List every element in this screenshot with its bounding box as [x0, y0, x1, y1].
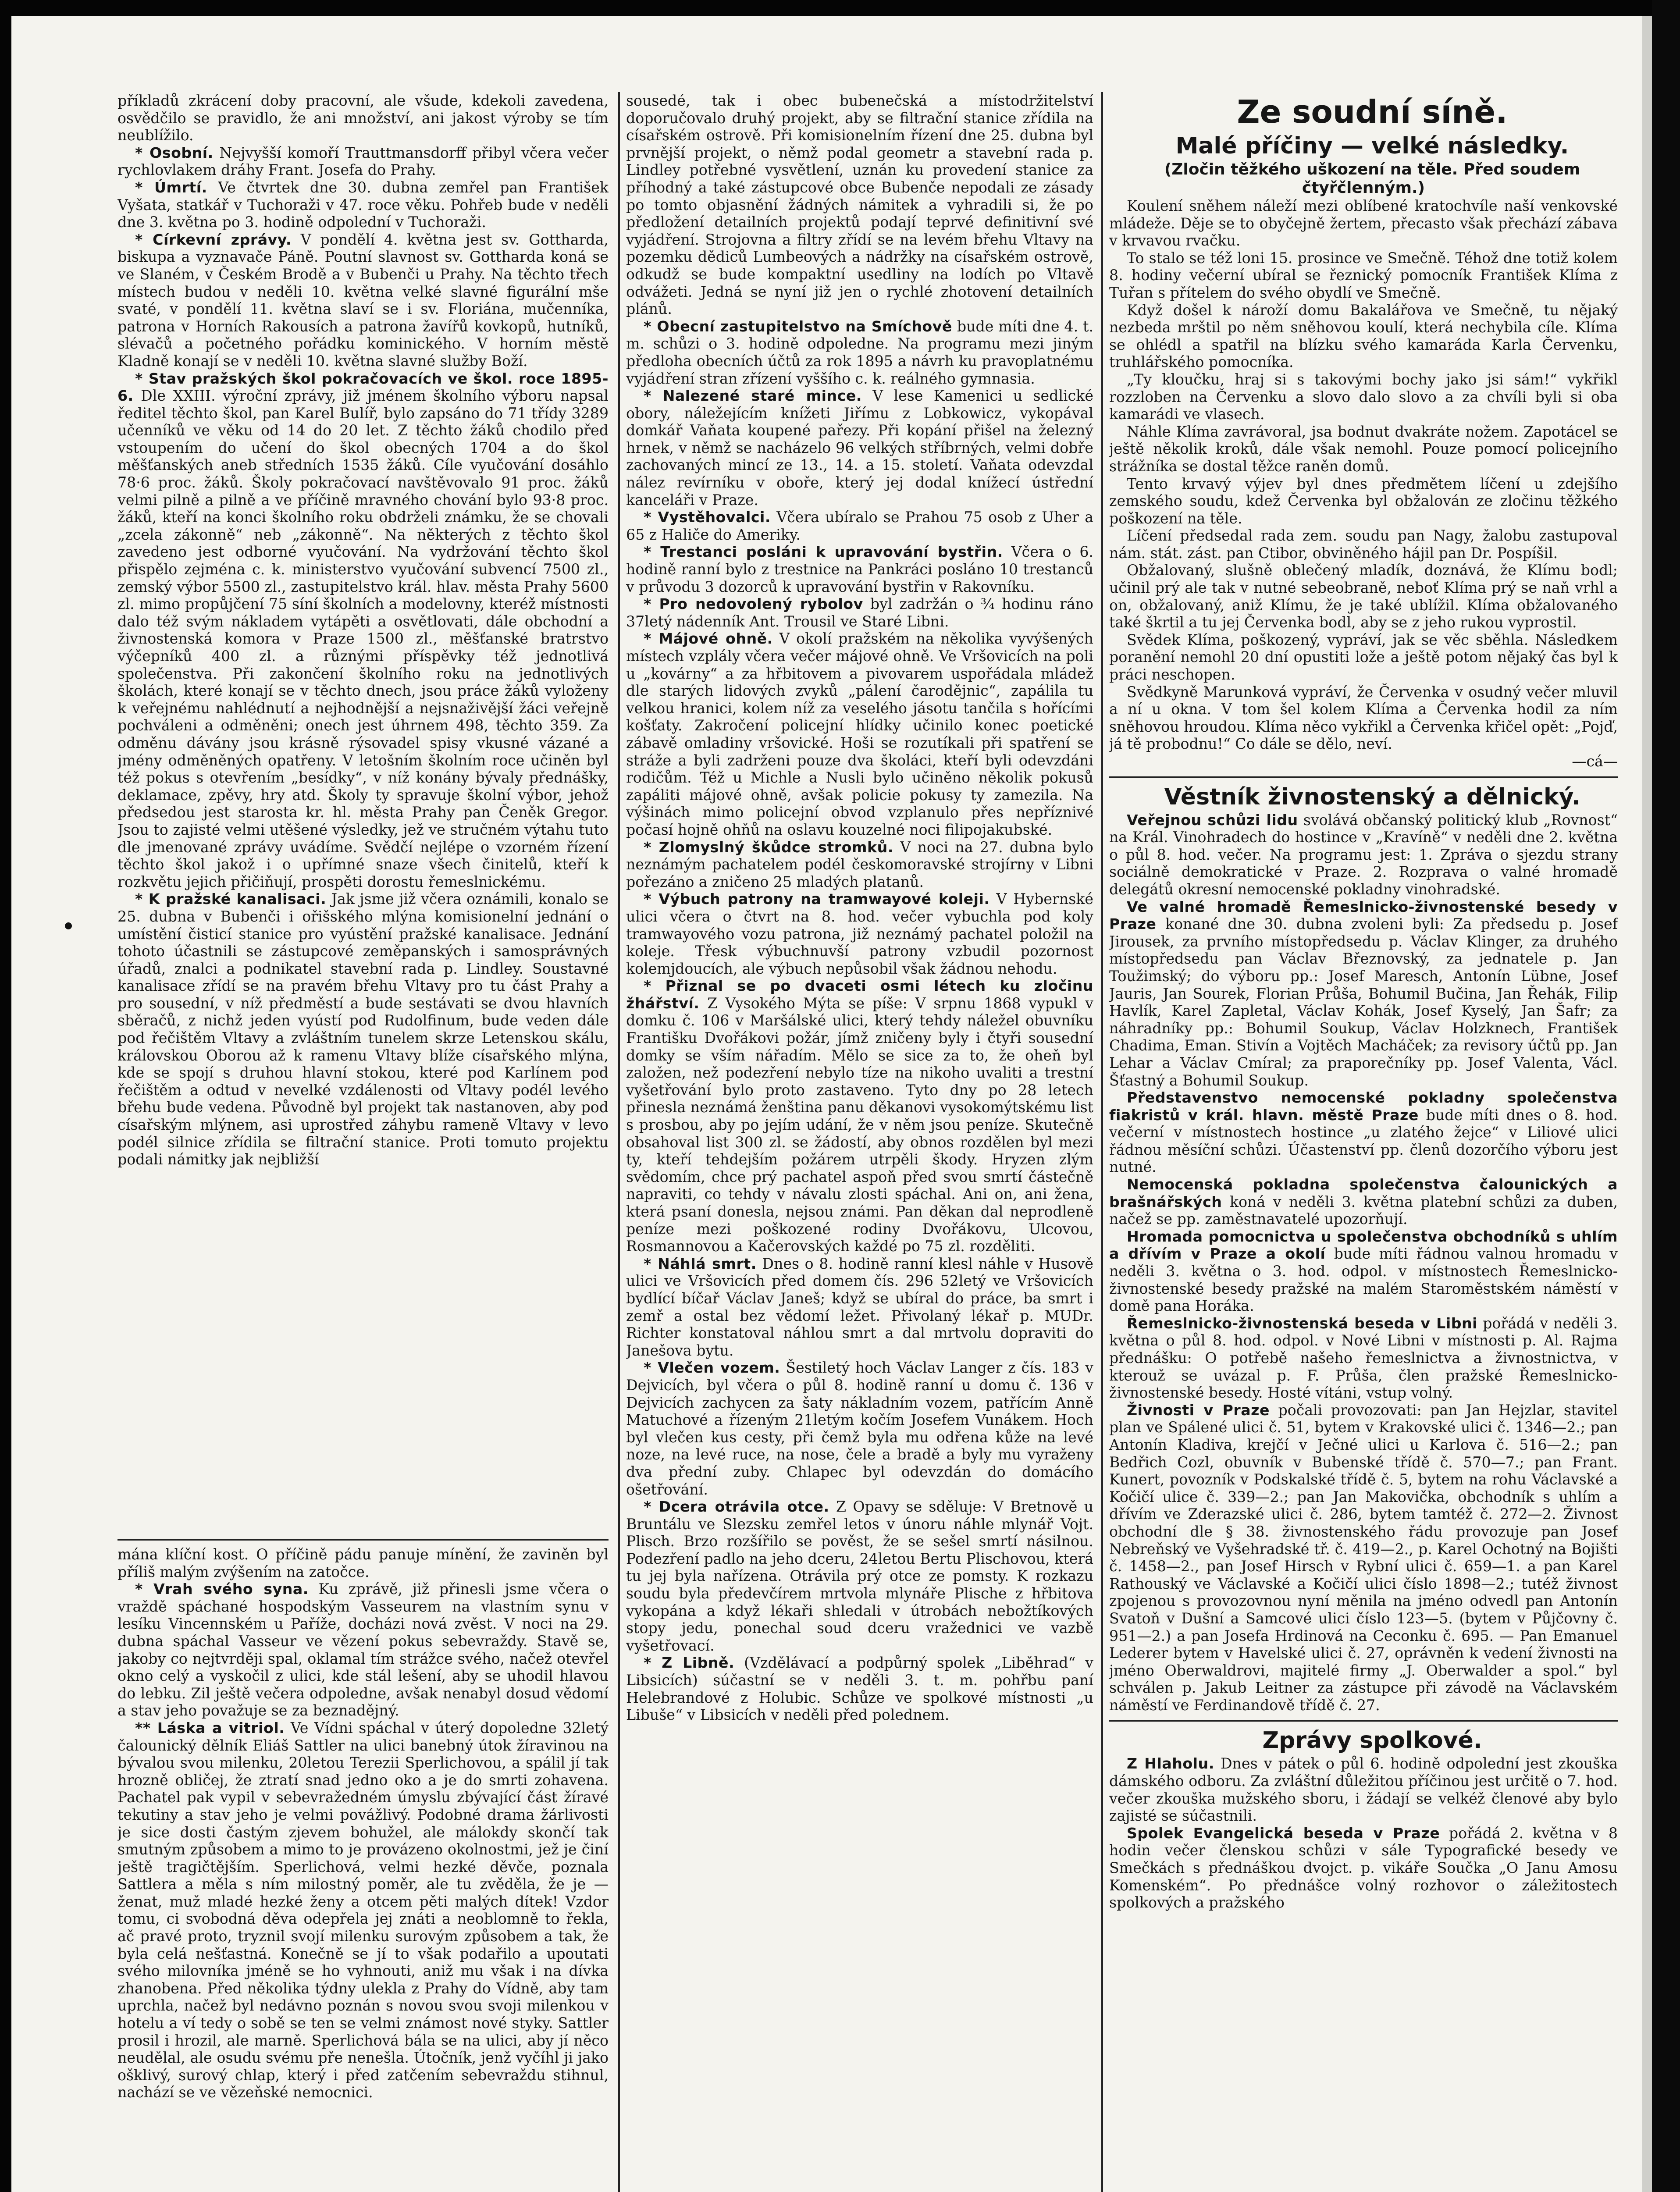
article-paragraph: To stalo se též loni 15. prosince ve Smečně. Téhož dne totiž kolem 8. hodiny večerní ubíral se řeznický pomocník František Klíma z Tuřan s přítelem do svého obydlí ve Smečně.: [1109, 249, 1618, 301]
article-text: sousedé, tak i obec bubenečská a místodržitelství doporučovalo druhý projekt, aby se filtrační stanice zřídila na císařském ostrově. Při komisionelním řízení dne 25. dubna byl prvnější projekt, o němž podal geometr a stavební rada p. Lindley potřebné vysvětlení, uznán ku provedení stanice za příhodný a také zástupcové obce Bubenče nepodali ze zásady po tomto objasnění žádných námitek a vyhradili si, že po předložení detailních projektů podají teprvé definitivní své vyjádření. Strojovna a filtry zřídí se na levém břehu Vltavy na pozemku dědiců Lumbeových a nádržky na císařském ostrově, odkudž se bude kompaktní usedliny na lodích po Vltavě odvážeti. Jedná se nyní již jen o rychlé zhotovení detailních plánů.: [626, 92, 1093, 318]
article-text: byl zadržán o ¾ hodinu ráno 37letý nádenník Ant. Trousil ve Staré Libni.: [626, 595, 1093, 630]
article-text: Ku zprávě, již přinesli jsme včera o vraždě spáchané hospodským Vasseurem na vlastním synu v lesíku Vincennském u Paříže, docházi nová zvěst. V noci na 29. dubna spáchal Vasseur ve vězení pokus sebevraždy. Stavě se, jakoby co nejtvrději spal, oklamal tím strážce svého, načež otevřel okno celý a vyskočil z ulici, kde stál lešení, aby se uhodil hlavou do lebku. Zil ještě večera odpoledne, avšak nenabyl dosud vědomí a stav jeho považuje se za beznadějný.: [117, 1580, 609, 1719]
article-text: Ve čtvrtek dne 30. dubna zemřel pan František Vyšata, statkář v Tuchoraži v 47. roce věku. Pohřeb bude v neděli dne 3. května po 3. hodině odpolední v Tuchoraži.: [117, 178, 609, 231]
article-heading: * Církevní zprávy.: [135, 231, 292, 248]
article-text: koná v neděli 3. května platební schůzi za duben, načež se pp. zaměstnavatelé upozorňují.: [1109, 1193, 1618, 1228]
article-paragraph: Tento krvavý výjev byl dnes předmětem líčení u zdejšího zemského soudu, kdež Červenka byl obžalován ze zločinu těžkého poškození na těle.: [1109, 475, 1618, 527]
court-article-subtitle: (Zločin těžkého uškození na těle. Před soudem čtyřčlenným.): [1164, 160, 1580, 197]
article-heading: ** Láska a vitriol.: [135, 1719, 285, 1737]
article-paragraph: [626, 509, 1093, 543]
article-heading: * Přiznal se po dvaceti osmi létech ku zločinu žhářství.: [626, 977, 1093, 1012]
section-divider: [1109, 776, 1618, 778]
article-heading: * Trestanci posláni k upravování bystřin.: [644, 543, 1003, 561]
article-paragraph: [117, 1719, 609, 2101]
article-paragraph: [1109, 1755, 1618, 1824]
article-paragraph: „Ty kloučku, hraj si s takovými bochy jako jsi sám!“ vykřikl rozzloben na Červenku a slovo dalo slovo a za chvíli byli si oba kamarádi ve vlasech.: [1109, 370, 1618, 423]
article-paragraph: [626, 977, 1093, 1255]
article-text: Z Vysokého Mýta se píše: V srpnu 1868 vypukl v domku č. 106 v Maršálské ulici, který tehdy náležel obuvníku Františku Dvořákovi požár, jímž zničeny byly i čtyři sousední domky se vším nářadím. Mělo se sice za to, že oheň byl založen, než podezření nebylo tíze na nikoho uvaliti a trestní vyšetřování bylo proto zastaveno. Tyto dny po 28 letech přinesla neznámá ženština panu děkanovi vysokomýtskému list s prosbou, aby po jejím udání, že v něm jsou peníze. Skutečně obsahoval list 300 zl. se žádostí, aby obnos rozdělen byl mezi ty, kteří tehdejším požárem utrpěli škody. Hryzen zlým svědomím, chce prý pachatel aspoň před svou smrtí částečně napraviti, co tehdy v návalu zlosti spáchal. Ani on, ani žena, která psaní donesla, nejsou známi. Pan děkan dal neprodleně peníze mezi poškozené rodiny Dvořákovu, Ulcovou, Rosmannovou a Kačerovských každé po 75 zl. rozděliti.: [626, 994, 1093, 1255]
scan-border-top: [0, 0, 1680, 16]
article-heading: * Vrah svého syna.: [135, 1580, 309, 1598]
column-rule-2: [1101, 92, 1103, 2192]
court-article-body: [1109, 197, 1618, 753]
article-text: bude míti dne 4. t. m. schůzi o 3. hodině odpoledne. Na programu mezi jiným předloha obecních účtů za rok 1895 a návrh ku pravoplatnému vyjádření stran zřízení vyššího c. k. reálného gymnasia.: [626, 317, 1093, 387]
article-text: bude míti řádnou valnou hromadu v neděli 3. května o 3. hod. odpol. v místnostech Řemeslnicko-živnostenské besedy pražské na malém Staroměstském náměstí v domě pana Horáka.: [1109, 1245, 1618, 1315]
article-heading: * Výbuch patrony na tramwayové koleji.: [644, 890, 990, 908]
article-heading: * K pražské kanalisaci.: [135, 890, 327, 908]
article-paragraph: [626, 1498, 1093, 1654]
article-paragraph: Koulení sněhem náleží mezi oblíbené kratochvíle naší venkovské mládeže. Děje se to obyčejně žertem, přecasto však přechází zábava v krvavou rvačku.: [1109, 197, 1618, 249]
column-3: [1109, 92, 1618, 2192]
scan-shadow-right: [1642, 16, 1652, 2192]
article-paragraph: [626, 1255, 1093, 1359]
clubs-section-body: [1109, 1755, 1618, 1911]
article-text: Z Opavy se sděluje: V Bretnově u Bruntálu ve Slezsku zemřel letos v únoru náhle mlynář Vojt. Plisch. Brzo rozšířilo se pověst, že se sešel smrtí násilnou. Podezření padlo na jeho dceru, 24letou Bertu Plischovou, která tu jej byla nařízena. Otrávila prý otce ze pomsty. K rozkazu soudu byla předevčírem mrtvola mlynáře Plische z hřbitova vykopána a když lékaři shledali v útrobách nebožtíkových stopy jedu, ponechal soud dceru vražednici ve vazbě vyšetřovací.: [626, 1498, 1093, 1654]
article-heading: Veřejnou schůzi lidu: [1127, 811, 1298, 829]
article-paragraph: [117, 1580, 609, 1719]
article-paragraph: příkladů zkrácení doby pracovní, ale všude, kdekoli zavedena, osvědčilo se pravidlo, že ani množství, ani jakost výroby se tím neublížilo.: [117, 92, 609, 144]
article-paragraph: [117, 231, 609, 370]
article-heading: * Osobní.: [135, 144, 214, 161]
article-text: Včera ubíralo se Prahou 75 osob z Uher a 65 z Haliče do Ameriky.: [626, 509, 1093, 543]
article-text: Ve Vídni spáchal v úterý dopoledne 32letý čalounický dělník Eliáš Sattler na ulici banebný útok žíravinou na bývalou svou milenku, 20letou Terezii Sperlichovou, a spálil jí tak hrozně obličej, že ztratí snad jedno oko a je do smrti zohavena. Pachatel pak vypil v sebevražedném úmyslu zbývající část žíravé tekutiny a stav jeho je velmi povážlivý. Podobné drama žárlivosti je sice dosti častým zjevem bohužel, ale málokdy skončí tak smutným způsobem a mimo to je provázeno okolnostmi, jež je činí ještě tragičtějším. Sperlichová, velmi hezké děvče, poznala Sattlera a měla s ním milostný poměr, ale tu zvěděla, že je — ženat, muž mladé hezké ženy a otcem pěti malých dítek! Vzdor tomu, ci svobodná děva odepřela jej znáti a neoblomně to řekla, ač pravé proto, tryznil svojí milenku surovým způsobem a tak, že byla celá nešťastná. Konečně se jí to však podařilo a upoutati svého milovníka jméně se ho vyhnouti, aniž mu však i na dívka zhanobena. Před několika týdny ulekla z Prahy do Vídně, aby tam uprchla, načež byl nedávno poznán s novou svou svoji milenkou v hotelu a ví tedy o sobě se ten se velmi známost nové styky. Sattler prosil i hrozil, ale marně. Sperlichová bála se na ulici, aby jí něco neudělal, ale osudu svému pře nenešla. Útočník, jenž vyčíhl ji jako ošklivý, surový chlap, který i před zatčením sebevraždu stihnul, nachází se ve vězeňské nemocnici.: [117, 1719, 609, 2101]
article-heading: * Májové ohně.: [644, 630, 773, 648]
article-text: Šestiletý hoch Václav Langer z čís. 183 v Dejvicích, byl včera o půl 8. hodině ranní u domu č. 136 v Dejvicích zachycen za šaty nákladním vozem, patřícím Anně Matuchové a řízeným 21letým kočím Josefem Vunákem. Hoch byl vlečen kus cesty, při čemž byla mu odřena kůže na levé noze, na levé ruce, na nose, čele a bradě a byly mu vyraženy dva přední zuby. Chlapec byl odevzdán do domácího ošetřování.: [626, 1359, 1093, 1498]
article-paragraph: [626, 595, 1093, 630]
article-paragraph: [1109, 811, 1618, 898]
article-heading: * Pro nedovolený rybolov: [644, 595, 863, 613]
article-text: Dnes v pátek o půl 6. hodině odpolední jest zkouška dámského odboru. Za zvláštní důležitou příčinou jest určitě o 7. hod. večer zkouška mužského sboru, i žádají se velkéž členové aby bylo zajisté se súčastnili.: [1109, 1755, 1618, 1825]
article-heading: * Náhlá smrt.: [644, 1255, 757, 1272]
clubs-section-title: Zprávy spolkové.: [1262, 1727, 1482, 1754]
article-paragraph: [626, 387, 1093, 509]
article-heading: Z Hlaholu.: [1127, 1755, 1214, 1772]
article-heading: * Úmrtí.: [135, 178, 207, 196]
article-paragraph: [1109, 1825, 1618, 1911]
article-paragraph: [626, 92, 1093, 318]
column-2: [626, 92, 1093, 2192]
trade-section-body: [1109, 811, 1618, 1714]
binding-hole: [65, 922, 72, 929]
article-text: V noci na 27. dubna bylo neznámým pachatelem podél českomoravské strojírny v Libni pořezáno a zničeno 25 mladých platanů.: [626, 838, 1093, 890]
article-paragraph: [117, 144, 609, 179]
article-paragraph: [626, 1359, 1093, 1498]
article-paragraph: [626, 1654, 1093, 1723]
article-paragraph: mána klíční kost. O příčině pádu panuje mínění, že zaviněn byl příliš malým zvýšením na zatočce.: [117, 1546, 609, 1580]
article-text: počali provozovati: pan Jan Hejzlar, stavitel plan ve Spálené ulici č. 51, bytem v Krakovské ulici č. 1346—2.; pan Antonín Kladiva, krejčí v Ječné ulici u Karlova č. 516—2.; pan Bedřich Cozl, obuvník v Bubenské třídě č. 570—7.; pan Frant. Kunert, povozník v Podskalské třídě č. 5, bytem na rohu Václavské a Kočičí ulice č. 339—2.; pan Jan Makovička, obchodník s uhlím a dřívím ve Zderazské ulici č. 286, bytem tamtéž č. 272—2. Živnost obchodní dle § 38. živnostenského řádu provozuje pan Josef Nebreňský ve Vyšehradské tř. č. 419—2., p. Karel Ochotný na Bojišti č. 1458—2., pan Josef Hirsch v Rybní ulici č. 659—1. a pan Karel Rathouský ve Václavské a Kočičí ulici číslo 1898—2.; tutéž živnost zpojenou s provozovnou nyní měnila na jméno odvedl pan Antonín Svatoň v Dušní a Samcové ulici číslo 123—5. (bytem v Půjčovny č. 951—2.) a pan Josefa Hrdinová na Ceconku č. 695. — Pan Emanuel Lederer bytem v Havelské ulici č. 27, oprávněn k vedení živnosti na jméno Oberwaldrovi, majitelé firmy „J. Oberwalder a spol.“ byl schválen p. Jakub Leitner za zástupce při závodě na Václavském náměstí ve Ferdinandově třídě č. 27.: [1109, 1401, 1618, 1714]
column-rule-1: [618, 92, 620, 2192]
article-paragraph: [1109, 1176, 1618, 1228]
article-heading: * Vystěhovalci.: [644, 509, 771, 526]
article-paragraph: Svědek Klíma, poškozený, vypráví, jak se věc sběhla. Následkem poranění nemohl 20 dní opustiti lože a ještě potom nějaký čas byl k práci neschopen.: [1109, 631, 1618, 683]
article-text: konané dne 30. dubna zvoleni byli: Za předsedu p. Josef Jirousek, za prvního místopředsedu p. Václav Klinger, za druhého místopředsedu pan Václav Březnovský, za jednatele p. Jan Toužimský; do výboru pp.: Josef Maresch, Antonín Lübne, Josef Jauris, Jan Sourek, Florian Průša, Bohumil Bučina, Jan Řehák, Filip Havlík, Karel Zapletal, Václav Kohák, Josef Kyselý, Jan Šafr; za náhradníky pp.: Bohumil Soukup, Václav Holzknech, František Chadima, Eman. Stivín a Vojtěch Macháček; za revisory účtů pp. Jan Lehar a Václav Cmíral; za praporečníky pp. Josef Valenta, Václ. Šťastný a Bohumil Soukup.: [1109, 915, 1618, 1089]
article-heading: * Zlomyslný škůdce stromků.: [644, 838, 893, 856]
article-paragraph: [626, 839, 1093, 891]
article-heading: Nemocenská pokladna společenstva čalounických a brašnářských: [1109, 1176, 1618, 1210]
article-paragraph: [117, 179, 609, 231]
trade-section-title: Věstník živnostenský a dělnický.: [1164, 783, 1580, 810]
court-article-title: Malé příčiny — velké následky.: [1175, 133, 1569, 159]
article-paragraph: [117, 370, 609, 891]
article-text: Nejvyšší komoří Trauttmansdorff přibyl včera večer rychlovlakem dráhy Frant. Josefa do Prahy.: [117, 144, 609, 179]
article-heading: * Z Libně.: [644, 1654, 735, 1672]
article-text: Jak jsme již včera oznámili, konalo se 25. dubna v Bubenči i ořišského mlýna komisionelní jednání o umístění čisticí stanice pro vyústění pražské kanalisace. Jednání tohoto účastnili se zástupcové zeměpanských i samosprávných úřadů, znalci a podnikatel stavební rada p. Lindley. Soustavné kanalisace zřídí se na pravém břehu Vltavy pro tu část Prahy a pro sousední, v níž předměstí a bude sestávati se dvou hlavních sběračů, z nichž jeden vyústí pod Rudolfinum, bude veden dále pod řečištěm Vltavy a zvláštním tunelem skrze Letenskou skálu, královskou Oborou až k ramenu Vltavy blíže císařského mlýna, kde se spojí s druhou hlavní stokou, které pod Karlínem pod řečištěm a odtud v nevelké vzdálenosti od Vltavy podél levého břehu bude vedena. Původně byl projekt tak nastanoven, aby pod císařským mlýnem, asi uprostřed záhybu rameně Vltavy v levo podél silnice zřídila se filtrační stanice. Proti tomuto projektu podali námitky jak nejbližší: [117, 890, 609, 1168]
article-heading: Spolek Evangelická beseda v Praze: [1127, 1824, 1440, 1842]
column-1-bottom: [117, 1546, 609, 2192]
article-paragraph: [626, 543, 1093, 595]
article-paragraph: Líčení předsedal rada zem. soudu pan Nagy, žalobu zastupoval nám. stát. zást. pan Ctibor, obviněného hájil pan Dr. Pospíšil.: [1109, 527, 1618, 562]
article-heading: * Nalezené staré mince.: [644, 387, 862, 405]
article-paragraph: [1109, 1228, 1618, 1315]
article-text: svolává občanský politický klub „Rovnost“ na Král. Vinohradech do hostince v „Kravíně“ v neděli dne 2. května o půl 8. hod. večer. Na programu jest: 1. Zpráva o sjezdu strany sociálně demokratické v Praze. 2. Rozprava o valné hromadě delegátů okresní nemocenské pokladny vinohradské.: [1109, 811, 1618, 898]
article-text: bude míti dnes o 8. hod. večerní v místnostech hostince „u zlatého žejce“ v Liliové ulici řádnou měsíční schůzi. Účastenství pp. členů dozorčího výboru jest nutné.: [1109, 1106, 1618, 1176]
article-text: pořádá v neděli 3. května o půl 8. hod. odpol. v Nové Libni v místnosti p. Al. Rajma přednášku: O potřebě našeho řemeslnictva a živnostnictva, v kterouž se uvázal p. F. Průša, člen pražské Řemeslnicko-živnostenské besedy. Hosté vítáni, vstup volný.: [1109, 1314, 1618, 1402]
article-paragraph: [626, 318, 1093, 387]
article-heading: Řemeslnicko-živnostenská beseda v Libni: [1127, 1314, 1477, 1332]
article-heading: * Stav pražských škol pokračovacích ve škol. roce 1895-6.: [117, 370, 609, 405]
article-paragraph: [1109, 1315, 1618, 1402]
article-heading: Hromada pomocnictva u společenstva obchodníků s uhlím a dřívím v Praze a okolí: [1109, 1228, 1618, 1263]
article-heading: Ve valné hromadě Řemeslnicko-živnostenské besedy v Praze: [1109, 898, 1618, 933]
scan-border-right: [1652, 0, 1680, 2192]
article-text: Včera o 6. hodině ranní bylo z trestnice na Pankráci posláno 10 trestanců v průvodu 3 dozorců k upravování bystřin v Rakovníku.: [626, 543, 1093, 595]
article-paragraph: [1109, 1089, 1618, 1176]
article-paragraph: [117, 890, 609, 1168]
court-section-title: Ze soudní síně.: [1237, 93, 1508, 130]
article-text: (Vzdělávací a podpůrný spolek „Liběhrad“ v Libsicích) súčastní se v neděli 3. t. m. pohřbu paní Helebrandové z Holubic. Schůze ve spolkové místnosti „u Libuše“ v Libsicích v neděli před polednem.: [626, 1654, 1093, 1724]
column-1-top: [117, 92, 609, 1535]
article-text: V Hybernské ulici včera o čtvrt na 8. hod. večer vybuchla pod koly tramwayového vozu patrona, již neznámý pachatel položil na koleje. Třesk výbuchnuvší patrony vzbudil pozornost kolemjdoucích, ale výbuch nepůsobil však žádnou nehodu.: [626, 890, 1093, 977]
column-1-divider: [117, 1539, 609, 1541]
article-paragraph: [1109, 898, 1618, 1089]
article-paragraph: [1109, 1402, 1618, 1714]
article-text: Dnes o 8. hodině ranní klesl náhle v Husově ulici ve Vršovicích před domem čís. 296 52letý ve Vršovicích bydlící bíčař Václav Janeš; když se ubíral do práce, ba smrt i zemř a ostal bez vědomí ležet. Přivolaný lékař p. MUDr. Richter konstatoval náhlou smrt a dal mrtvolu dopraviti do Janešova bytu.: [626, 1255, 1093, 1359]
article-text: V okolí pražském na několika vyvýšených místech vzplály včera večer májové ohně. Ve Vršovicích na poli u „kovárny“ a za hřbitovem a pivovarem uspořádala mládež dle starých lidových zvyků „pálení čarodějnic“, zapálila tu velkou hranici, kolem níž za veselého jásotu tančila s hořícími košťaty. Zakročení policejní hlídky učinilo konec poetické zábavě omladiny vršovické. Hoši se rozutíkali při spatření se stráže a byli zadrženi pouze dva školáci, kteří byli odevzdáni rodičům. Též u Michle a Nusli bylo učiněno několik pokusů zapáliti májové ohně, avšak policie pokusy ty zamezila. Na výšinách mimo policejní obvod vzplanulo přes nepříznivé počasí hojně ohňů na oslavu kouzelné noci filipojakubské.: [626, 630, 1093, 838]
article-heading: * Vlečen vozem.: [644, 1359, 780, 1377]
article-text: V pondělí 4. května jest sv. Gottharda, biskupa a vyznavače Páně. Poutní slavnost sv. Gottharda koná se ve Slaném, v Českém Brodě a v Bubenči u Prahy. Na těchto třech místech budou v neděli 10. května velké slavné figurální mše svaté, v pondělí 11. května slaví se i sv. Floriána, mučenníka, patrona v Horních Rakousích a patrona žavířů kovkopů, hutníků, slévačů a početného pořádku kominického. V horním městě Kladně konají se v neděli 10. května slavné služby Boží.: [117, 231, 609, 370]
scan-border-left: [0, 0, 11, 2192]
article-heading: * Dcera otrávila otce.: [644, 1498, 829, 1516]
court-article-signature: —cá—: [1572, 753, 1618, 770]
article-paragraph: Náhle Klíma zavrávoral, jsa bodnut dvakráte nožem. Zapotácel se ještě několik kroků, dále však nemohl. Pouze pomocí policejního strážníka se dostal těžce raněn domů.: [1109, 423, 1618, 475]
article-text: pořádá 2. května v 8 hodin večer členskou schůzi v sále Typografické besedy ve Smečkách s přednáškou dvojct. p. vikáře Součka „O Janu Amosu Komenském“. Po přednášce volný rozhovor o záležitostech spolkových a pražského: [1109, 1824, 1618, 1911]
article-paragraph: Když došel k nároží domu Bakalářova ve Smečně, tu nějaký nezbeda mrštil po něm sněhovou koulí, která nechybila cíle. Klíma se ohlédl a spatřil na blízku svého kamaráda Karla Červenku, truhlářského pomocníka.: [1109, 301, 1618, 371]
article-paragraph: [626, 630, 1093, 838]
article-heading: Živnosti v Praze: [1127, 1401, 1270, 1419]
article-text: Dle XXIII. výroční zprávy, již jménem školního výboru napsal ředitel těchto škol, pan Karel Bulíř, bylo zapsáno do 71 třídy 3289 učenníků ve věku od 14 do 20 let. Z těchto žáků chodilo před vstoupením do učení do škol obecných 1704 a do škol měšťanských aneb středních 1535 žáků. Cíle vyučování dosáhlo 78·6 proc. žáků. Školy pokračovací navštěvovalo 91 proc. žáků velmi pilně a pilně a ve příčině mravného chování bylo 93·8 proc. žáků, kteří na konci školního roku obdrželi známku, že se chovali „zcela zákonně“ neb „zákonně“. Na některých z těchto škol zavedeno jest odborné vyučování. Na vydržování těchto škol přispělo zejména c. k. ministerstvo vyučování subvencí 7500 zl., zemský výbor 5500 zl., zastupitelstvo král. hlav. města Prahy 5600 zl. mimo propůjčení 75 síní školních a modelovny, kteréž místnosti dalo též svým nákladem vytápěti a osvětlovati, dále obchodní a živnostenská komora v Praze 1500 zl., měšťanské bratrstvo výčepníků 400 zl. a různými příspěvky též jednotlivá společenstva. Při zakončení školního roku na jednotlivých školách, které konají se v těchto dnech, jsou práce žáků vyloženy k veřejnému nahlédnutí a nejhodnější a nejsnaživější žáci veřejně pochváleni a odměněni; onech jest úhrnem 498, těchto 359. Za odměnu dávány jsou krásně rýsovadel spisy vkusné vázané a jmény odměněných opatřeny. V letošním školním roce učiněn byl též pokus s otevřením „besídky“, v níž konány bývaly přednášky, deklamace, zpěvy, hry atd. Školy ty spravuje školní výbor, jehož předsedou jest starosta kr. hl. města Prahy pan Čeněk Gregor. Jsou to zajisté velmi utěšené výsledky, jež ve stručném výtahu tuto dle jmenované zprávy uvádíme. Svědčí nejlépe o vzorném řízení těchto škol jakož i o upřímné snaze všech činitelů, kteří k rozkvětu jejich přičiňují, prospěti dorostu řemeslnickému.: [117, 387, 609, 890]
article-paragraph: [626, 890, 1093, 977]
article-paragraph: Obžalovaný, slušně oblečený mladík, doznává, že Klímu bodl; učinil prý ale tak v nutné sebeobraně, neboť Klíma prý se naň vrhl a on, obžalovaný, aniž Klímu, že je také ublížil. Klíma obžalovaného také škrtil a tu jej Červenka bodl, aby se z jeho rukou vyprostil.: [1109, 562, 1618, 631]
article-heading: * Obecní zastupitelstvo na Smíchově: [644, 317, 952, 335]
section-divider-2: [1109, 1720, 1618, 1722]
article-text: V lese Kamenici u sedlické obory, náležejícím knížeti Jiřímu z Lobkowicz, vykopával domkář Vaňata koupené pařezy. Při kopání přišel na železný hrnek, v němž se nacházelo 96 velkých stříbrných, velmi dobře zachovaných mincí ze 13., 14. a 15. století. Vaňata odevzdal nález revírníku v oboře, který jej dodal knížecí ústřední kanceláři v Praze.: [626, 387, 1093, 509]
article-heading: Představenstvo nemocenské pokladny společenstva fiakristů v král. hlavn. městě Praze: [1109, 1089, 1618, 1124]
article-paragraph: Svědkyně Marunková vypráví, že Červenka v osudný večer mluvil a ní u okna. V tom šel kolem Klíma a Červenka hodil za ním sněhovou hroudou. Klíma něco vykřikl a Červenka křičel opět: „Pojď, já tě probodnu!“ Co dále se dělo, neví.: [1109, 683, 1618, 753]
